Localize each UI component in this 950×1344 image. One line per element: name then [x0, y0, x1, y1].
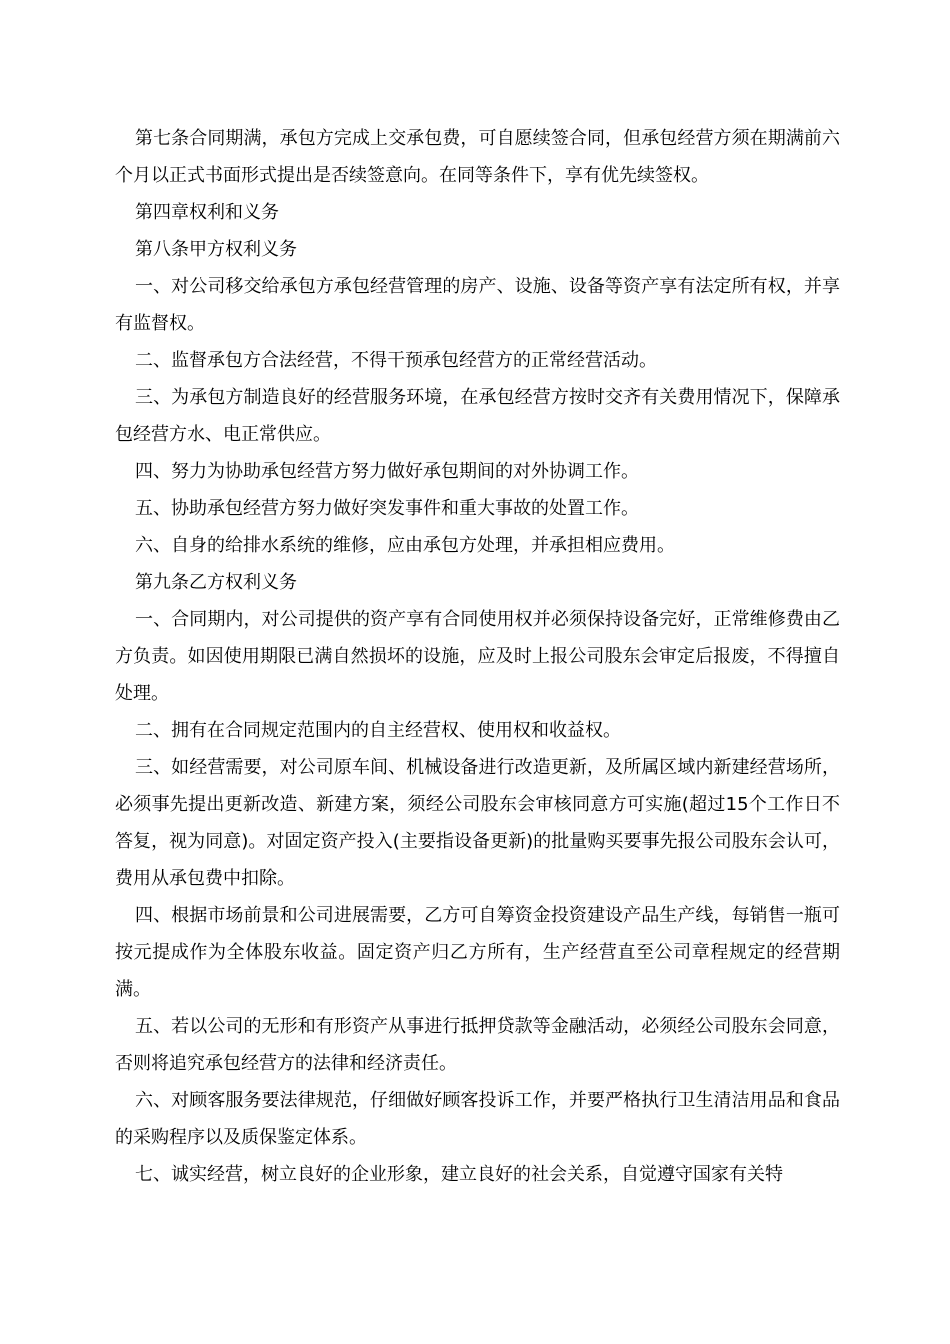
- paragraph-party-b-item-7: 七、诚实经营，树立良好的企业形象，建立良好的社会关系，自觉遵守国家有关特: [135, 1164, 783, 1185]
- paragraph-party-b-item-1: 一、合同期内，对公司提供的资产享有合同使用权并必须保持设备完好，正常维修费由乙方负责。如因使用期限已满自然损坏的设施，应及时上报公司股东会审定后报废，不得擅自处理。: [115, 609, 840, 704]
- paragraph-party-b-item-6: 六、对顾客服务要法律规范，仔细做好顾客投诉工作，并要严格执行卫生清洁用品和食品的采购程序以及质保鉴定体系。: [115, 1090, 840, 1148]
- paragraph-party-a-item-6: 六、自身的给排水系统的维修，应由承包方处理，并承担相应费用。: [135, 535, 675, 556]
- paragraph-article-7: 第七条合同期满，承包方完成上交承包费，可自愿续签合同，但承包经营方须在期满前六个月以正式书面形式提出是否续签意向。在同等条件下，享有优先续签权。: [115, 128, 840, 186]
- paragraph-party-a-item-5: 五、协助承包经营方努力做好突发事件和重大事故的处置工作。: [135, 498, 639, 519]
- paragraph-party-a-item-3: 三、为承包方制造良好的经营服务环境，在承包经营方按时交齐有关费用情况下，保障承包经营方水、电正常供应。: [115, 387, 840, 445]
- paragraph-party-a-item-2: 二、监督承包方合法经营，不得干预承包经营方的正常经营活动。: [135, 350, 657, 371]
- paragraph-party-a-item-1: 一、对公司移交给承包方承包经营管理的房产、设施、设备等资产享有法定所有权，并享有监督权。: [115, 276, 840, 334]
- paragraph-party-a-item-4: 四、努力为协助承包经营方努力做好承包期间的对外协调工作。: [135, 461, 639, 482]
- article-heading-9: 第九条乙方权利义务: [135, 572, 297, 593]
- article-heading-8: 第八条甲方权利义务: [135, 239, 297, 260]
- document-body: [115, 120, 840, 1193]
- paragraph-party-b-item-4: 四、根据市场前景和公司进展需要，乙方可自筹资金投资建设产品生产线，每销售一瓶可按元提成作为全体股东收益。固定资产归乙方所有，生产经营直至公司章程规定的经营期满。: [115, 905, 840, 1000]
- paragraph-party-b-item-3: 三、如经营需要，对公司原车间、机械设备进行改造更新，及所属区域内新建经营场所，必须事先提出更新改造、新建方案，须经公司股东会审核同意方可实施(超过15个工作日不答复，视为同意)。对固定资产投入(主要指设备更新)的批量购买要事先报公司股东会认可，费用从承包费中扣除。: [115, 757, 840, 889]
- paragraph-party-b-item-2: 二、拥有在合同规定范围内的自主经营权、使用权和收益权。: [135, 720, 621, 741]
- chapter-heading-4: 第四章权利和义务: [135, 202, 279, 223]
- paragraph-party-b-item-5: 五、若以公司的无形和有形资产从事进行抵押贷款等金融活动，必须经公司股东会同意，否则将追究承包经营方的法律和经济责任。: [115, 1016, 840, 1074]
